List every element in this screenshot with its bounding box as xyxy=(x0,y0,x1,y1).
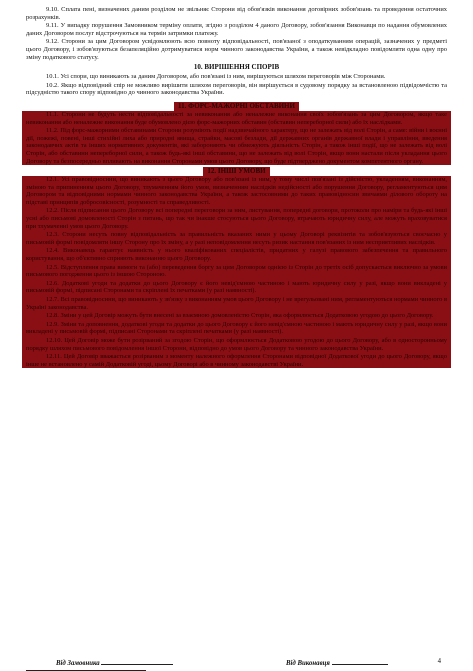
paragraph-12-5: 12.5. Відступлення права вимоги та (або) переведення боргу за цим Договором однією із Сторін до третіх осіб допускається виключно за умови письмового погодження цього із іншою Стороною. xyxy=(26,263,447,279)
paragraph-12-4: 12.4. Виконавець гарантує наявність у нього кваліфікованих спеціалістів, придатних у галузі правового забезпечення та правильного користування, що об'єктивно сприяють виконанню цього Договору. xyxy=(26,247,447,263)
paragraph-12-1: 12.1. Усі правовідносини, що виникають з цього Договору або пов'язані із ним, у тому числі пов'язані із дійсністю, укладенням, виконанням, зміною та припиненням цього Договору, тлумаченням його умов, визначенням наслідків недійсності або порушення Договору, регламентуються цим Договором та відповідними нормами чинного законодавства України, а також застосовними до таких правовідносин звичаями ділового обороту на підставі принципів добросовісності, розумності та справедливості. xyxy=(26,176,447,206)
paragraph-10-1: 10.1. Усі спори, що виникають за даним Договором, або пов'язані із ним, вирішуються шляхом переговорів між Сторонами. xyxy=(46,73,386,81)
section-12-title: 12. ІНШІ УМОВИ xyxy=(203,167,269,176)
page-number: 4 xyxy=(437,658,441,665)
contractor-label: Від Виконавця xyxy=(286,660,330,667)
paragraph-11-1: 11.1. Сторони не будуть нести відповідальності за невиконання або неналежне виконання своїх зобов'язань за цим Договором, якщо таке невиконання або неналежне виконання буде обумовлено дією форс-мажорних обставин (обставин непереборної сили) або їх наслідками. xyxy=(26,110,447,126)
paragraph-12-9: 12.9. Зміни та доповнення, додаткові угоди та додатки до цього Договору є його невід'ємною частиною і мають юридичну силу у разі, якщо вони викладені у письмовій формі, підписані Сторонами та скріплені печатками (у разі наявності). xyxy=(26,320,447,336)
paragraph-12-7: 12.7. Всі правовідносини, що виникають у зв'язку з виконанням умов цього Договору і не врегульовані ним, регламентуються нормами чинного в Україні законодавства. xyxy=(26,296,447,311)
section-11-body xyxy=(22,111,451,165)
contractor-signature-line xyxy=(332,658,388,665)
paragraph-9-10: 9.10. Сплата пені, визначених даним розділом не звільняє Сторони від обов'язків виконання договірних зобов'язань та проведення остаточних розрахунків. xyxy=(26,6,447,21)
customer-label: Від Замовника xyxy=(56,660,100,667)
contractor-signature xyxy=(286,658,388,667)
section-12-heading-wrap xyxy=(26,167,447,176)
paragraph-12-8: 12.8. Зміни у цей Договір можуть бути внесені за взаємною домовленістю Сторін, яка оформлюється Додатковою угодою до цього Договору. xyxy=(46,312,434,320)
paragraph-12-3: 12.3. Сторони несуть повну відповідальність за правильність вказаних ними у цьому Договорі реквізитів та зобов'язуються своєчасно у письмовій формі повідомляти іншу Сторону про їх зміну, а у разі неповідомлення несуть ризик настання пов'язаних із ним несприятливих наслідків. xyxy=(26,231,447,246)
section-11-heading-wrap xyxy=(26,102,447,111)
paragraph-10-2: 10.2. Якщо відповідний спір не можливо вирішити шляхом переговорів, він вирішується в судовому порядку за встановленою підвідомчістю та підсудністю такого спору відповідно до чинного законодавства України. xyxy=(26,81,447,97)
paragraph-9-11: 9.11. У випадку порушення Замовником терміну оплати, згідно з розділом 4 даного Договору, зобов'язання Виконавця по надання обумовлених даних Договором послуг відстрочуються на термін затримки платежу. xyxy=(26,22,447,37)
paragraph-12-11: 12.11. Цей Договір вважається розірваним з моменту належного оформлення Сторонами відповідної Додаткової угоди до цього Договору, якщо інше не встановлено у самій Додатковій угоді, цьому Договорі або в чинному законодавстві України. xyxy=(26,353,447,368)
paragraph-9-12: 9.12. Сторони за цим Договором усвідомлюють всю повноту відповідальності, пов'язаної з оподаткуванням операцій, зазначених у предметі цього Договору, і зобов'язуються безапеляційно дотримуватися норм чинного законодавства України, а також невідкладно повідомляти одна одну про зміну податкового статусу. xyxy=(26,38,447,61)
section-10-title: 10. ВИРІШЕННЯ СПОРІВ xyxy=(193,63,280,72)
paragraph-11-2: 11.2. Під форс-мажорними обставинами Сторони розуміють події надзвичайного характеру, що не залежать від волі Сторін, а саме: війни і воєнні дії, пожежі, повені, інші стихійні лиха або природні явища, страйки, масові безлади, дії державних органів державної влади і управління, введення законодавчих актів та інших нормативних документів, які забороняють чи обмежують діяльність Сторін, а також інші події, що не залежать від волі Сторін, або обставини непереборної сили, а також будь-які інші обставини, що не залежать від волі Сторін, якщо вони настали після укладання цього Договору та безпосередньо впливають на виконання Сторонами умов цього Договору, що буде підтверджено документом компетентного органу. xyxy=(26,127,447,165)
paragraph-12-10: 12.10. Цей Договір може бути розірваний за згодою Сторін, що оформлюється Додатковою угодою до цього Договору, або в односторонньому порядку шляхом письмового повідомлення іншої Сторони, відповідно до умов цього Договору та чинного законодавства України. xyxy=(26,336,447,352)
paragraph-12-2: 12.2. Після підписання цього Договору всі попередні переговори за ним, листування, попередні договори, протоколи про наміри та будь-які інші усні або письмові домовленості Сторін з питань, що так чи інакше стосуються цього Договору, втрачають юридичну силу, але можуть враховуватися при тлумаченні умов цього Договору. xyxy=(26,207,447,230)
paragraph-12-6: 12.6. Додаткові угоди та додатки до цього Договору є його невід'ємною частиною і мають юридичну силу у разі, якщо вони викладені у письмовій формі, підписані Сторонами та скріплені їх печатками (у разі наявності). xyxy=(26,279,447,295)
customer-signature-line xyxy=(101,658,173,665)
customer-signature xyxy=(56,658,173,667)
section-12-body xyxy=(22,176,451,368)
section-11-title: 11. ФОРС-МАЖОРНІ ОБСТАВИНИ xyxy=(174,102,299,111)
